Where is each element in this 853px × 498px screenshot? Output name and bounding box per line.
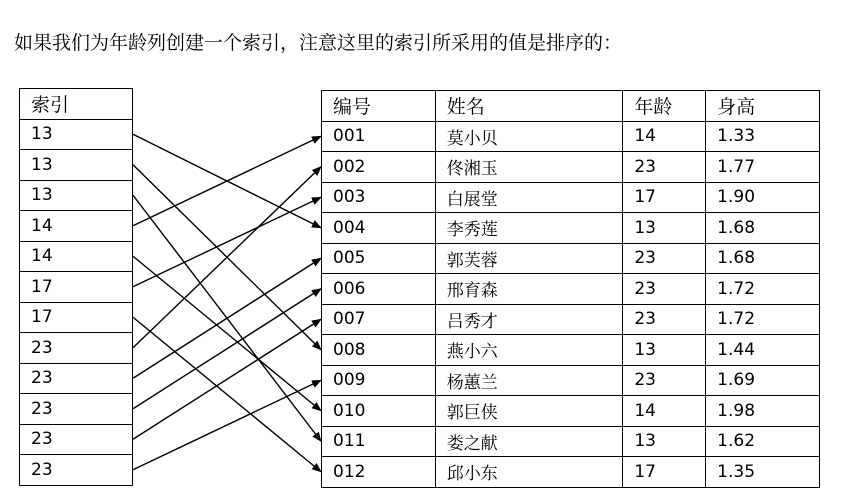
index-value: 14 (20, 211, 133, 242)
cell-name: 吕秀才 (435, 304, 623, 335)
pointer-arrow (133, 258, 321, 378)
cell-id: 010 (322, 396, 436, 427)
index-row (20, 302, 133, 333)
pointer-arrow (133, 195, 321, 441)
column-header-id: 编号 (322, 91, 436, 122)
cell-id: 012 (322, 457, 436, 488)
pointer-arrow (133, 134, 321, 228)
table-row (322, 182, 820, 213)
index-header: 索引 (20, 89, 133, 120)
cell-age: 13 (623, 213, 706, 244)
cell-name: 娄之献 (435, 426, 623, 457)
cell-height: 1.69 (706, 365, 820, 396)
table-row (322, 457, 820, 488)
cell-age: 23 (623, 152, 706, 183)
pointer-arrow (133, 319, 321, 439)
cell-name: 燕小六 (435, 335, 623, 366)
pointer-arrow (133, 165, 321, 350)
cell-height: 1.72 (706, 274, 820, 305)
table-row (322, 365, 820, 396)
cell-age: 17 (623, 182, 706, 213)
cell-id: 008 (322, 335, 436, 366)
pointer-arrow (133, 167, 321, 348)
index-row (20, 455, 133, 486)
cell-name: 邱小东 (435, 457, 623, 488)
index-row (20, 333, 133, 364)
cell-name: 郭巨侠 (435, 396, 623, 427)
cell-id: 001 (322, 121, 436, 152)
pointer-arrow (133, 317, 321, 472)
cell-height: 1.35 (706, 457, 820, 488)
pointer-arrow (133, 197, 321, 287)
cell-height: 1.98 (706, 396, 820, 427)
cell-id: 004 (322, 213, 436, 244)
index-value: 23 (20, 424, 133, 455)
cell-name: 莫小贝 (435, 121, 623, 152)
index-value: 23 (20, 363, 133, 394)
table-row (322, 152, 820, 183)
pointer-arrow (133, 289, 321, 409)
cell-id: 007 (322, 304, 436, 335)
table-row (322, 243, 820, 274)
index-row (20, 119, 133, 150)
index-table (19, 88, 133, 486)
index-value: 17 (20, 272, 133, 303)
header-row (322, 91, 820, 122)
cell-name: 邢育森 (435, 274, 623, 305)
column-header-name: 姓名 (435, 91, 623, 122)
index-value: 17 (20, 302, 133, 333)
cell-id: 011 (322, 426, 436, 457)
index-value: 23 (20, 333, 133, 364)
pointer-arrow (133, 256, 321, 411)
cell-id: 002 (322, 152, 436, 183)
cell-name: 郭芙蓉 (435, 243, 623, 274)
index-row (20, 150, 133, 181)
index-row (20, 424, 133, 455)
index-row (20, 180, 133, 211)
pointer-arrow (133, 380, 321, 470)
cell-age: 23 (623, 304, 706, 335)
cell-name: 佟湘玉 (435, 152, 623, 183)
cell-name: 李秀莲 (435, 213, 623, 244)
index-value: 23 (20, 455, 133, 486)
table-row (322, 213, 820, 244)
column-header-height: 身高 (706, 91, 820, 122)
cell-height: 1.33 (706, 121, 820, 152)
cell-height: 1.90 (706, 182, 820, 213)
cell-id: 009 (322, 365, 436, 396)
cell-id: 003 (322, 182, 436, 213)
table-row (322, 396, 820, 427)
data-table (321, 90, 820, 488)
cell-name: 杨蕙兰 (435, 365, 623, 396)
cell-age: 13 (623, 426, 706, 457)
cell-age: 17 (623, 457, 706, 488)
cell-height: 1.77 (706, 152, 820, 183)
cell-age: 13 (623, 335, 706, 366)
table-row (322, 304, 820, 335)
cell-name: 白展堂 (435, 182, 623, 213)
cell-id: 006 (322, 274, 436, 305)
index-value: 14 (20, 241, 133, 272)
caption-text: 如果我们为年龄列创建一个索引，注意这里的索引所采用的值是排序的： (14, 32, 623, 54)
table-row (322, 121, 820, 152)
table-row (322, 426, 820, 457)
pointer-arrow (133, 136, 321, 226)
cell-height: 1.44 (706, 335, 820, 366)
index-row (20, 241, 133, 272)
cell-height: 1.68 (706, 213, 820, 244)
index-value: 23 (20, 394, 133, 425)
index-row (20, 363, 133, 394)
cell-id: 005 (322, 243, 436, 274)
index-row (20, 211, 133, 242)
cell-age: 23 (623, 243, 706, 274)
index-value: 13 (20, 150, 133, 181)
cell-height: 1.68 (706, 243, 820, 274)
index-row (20, 394, 133, 425)
cell-height: 1.62 (706, 426, 820, 457)
cell-age: 23 (623, 274, 706, 305)
index-value: 13 (20, 180, 133, 211)
column-header-age: 年龄 (623, 91, 706, 122)
table-row (322, 274, 820, 305)
cell-age: 14 (623, 396, 706, 427)
index-row (20, 272, 133, 303)
table-row (322, 335, 820, 366)
cell-age: 14 (623, 121, 706, 152)
index-value: 13 (20, 119, 133, 150)
cell-age: 23 (623, 365, 706, 396)
cell-height: 1.72 (706, 304, 820, 335)
